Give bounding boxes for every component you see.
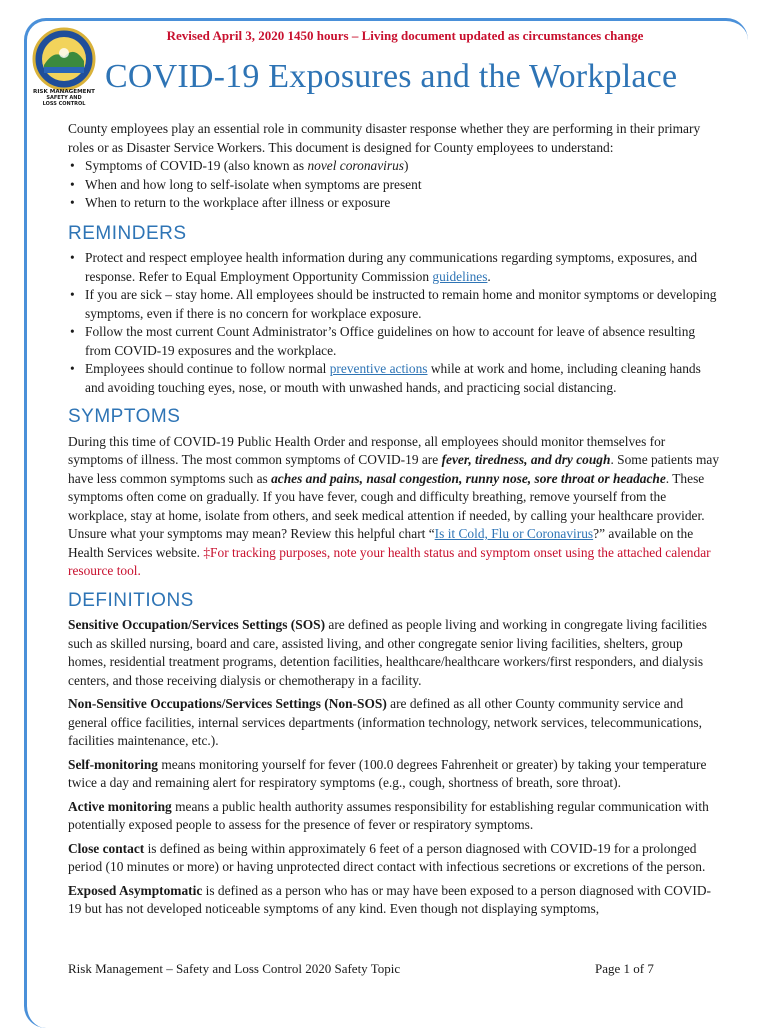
- definition-term: Close contact: [68, 840, 145, 856]
- definition-sos: [68, 616, 720, 690]
- list-item: [68, 157, 720, 176]
- definition-exposed-asymptomatic: [68, 882, 720, 919]
- symptoms-text: . These symptoms often come on gradually. If you have fever, cough and difficulty breathing, remove yourself from the workplace, stay at home, isolate from others, and seek medical attention if needed, by calling your healthcare provider. Unsure what your symptoms may mean? Review this helpful chart “: [68, 470, 705, 541]
- risk-management-seal: [27, 27, 101, 107]
- symptoms-text: During this time of COVID-19 Public Health Order and response, all employees should monitor themselves for symptoms of illness. The most common symptoms of COVID-19 are: [68, 433, 666, 467]
- common-symptoms: fever, tiredness, and dry cough: [441, 452, 611, 467]
- definition-self-monitoring: [68, 756, 720, 793]
- definition-text: means a public health authority assumes responsibility for establishing regular communication with potentially exposed people to assess for the presence of fever or respiratory symptoms.: [68, 798, 709, 832]
- emphasis-text: novel coronavirus: [307, 158, 405, 173]
- list-item-text: ): [404, 158, 409, 173]
- section-heading-reminders: REMINDERS: [68, 222, 187, 244]
- intro-paragraph: County employees play an essential role in community disaster response whether they are performing in their primary roles or as Disaster Service Workers. This document is designed for County employees to understand:: [68, 121, 701, 155]
- definition-term: Sensitive Occupation/Services Settings (SOS): [68, 617, 326, 632]
- symptoms-text: . Some patients may have less common symptoms such as: [68, 452, 720, 486]
- page-footer: [68, 961, 658, 977]
- tracking-note: ‡For tracking purposes, note your health status and symptom onset using the attached calendar resource tool.: [68, 544, 711, 578]
- definition-term: Exposed Asymptomatic: [68, 882, 203, 898]
- definition-text: is defined as being within approximately 6 feet of a person diagnosed with COVID-19 for a prolonged period (10 minutes or more) or having unprotected direct contact with infectious secretions or excretions of the person.: [68, 840, 706, 874]
- seal-line-2: SAFETY AND: [46, 95, 82, 101]
- section-heading-symptoms: SYMPTOMS: [68, 406, 181, 427]
- definition-active-monitoring: [68, 798, 720, 835]
- list-item: [68, 249, 720, 286]
- list-item-text: .: [487, 268, 491, 284]
- definition-non-sos: [68, 695, 720, 751]
- list-item-text: while at work and home, including cleaning hands and avoiding touching eyes, nose, or mouth with unwashed hands, and practicing social distancing.: [85, 361, 701, 395]
- list-item: • Follow the most current Count Administrator’s Office guidelines on how to account for leave of absence resulting from COVID-19 exposures and the workplace.: [68, 323, 720, 360]
- document-body: [68, 120, 720, 919]
- revision-notice: Revised April 3, 2020 1450 hours – Living document updated as circumstances change: [166, 28, 644, 43]
- list-item: • If you are sick – stay home. All employees should be instructed to remain home and monitor symptoms or developing symptoms, even if there is no concern for workplace exposure.: [68, 286, 720, 323]
- list-item-text: Employees should continue to follow normal: [85, 361, 330, 376]
- intro-list: [68, 157, 720, 213]
- list-item: • When and how long to self-isolate when symptoms are present: [68, 176, 720, 195]
- definition-text: are defined as people living and working in congregate living facilities such as skilled nursing, board and care, assisted living, and other congregate senior living facilities, shelters, group homes, residential treatment programs, detention facilities, healthcare/healthcare workers/first responders, and dialysis centers, and those receiving dialysis or chemotherapy in a facility.: [68, 617, 707, 688]
- seal-line-1: RISK MANAGEMENT: [33, 89, 95, 95]
- page-title: COVID-19 Exposures and the Workplace: [105, 58, 678, 95]
- definition-term: Self-monitoring: [68, 756, 159, 772]
- less-common-symptoms: aches and pains, nasal congestion, runny nose, sore throat or headache: [271, 470, 666, 486]
- reminders-list: [68, 249, 720, 397]
- definition-text: means monitoring yourself for fever (100.0 degrees Fahrenheit or greater) by taking your temperature twice a day and remaining alert for respiratory symptoms (e.g., cough, shortness of breath, sore throat).: [68, 756, 707, 790]
- list-item-text: Symptoms of COVID-19 (also known as: [85, 158, 308, 173]
- definition-text: are defined as all other County community service and general office facilities, internal services departments (information technology, network services, telecommunications, facilities maintenance, etc.).: [68, 696, 702, 748]
- definition-text: is defined as a person who has or may have been exposed to a person diagnosed with COVID-19 but has not developed noticeable symptoms of any kind. Even though not displaying symptoms,: [68, 882, 712, 916]
- section-heading-definitions: DEFINITIONS: [68, 589, 194, 611]
- preventive-actions-link[interactable]: preventive actions: [329, 361, 428, 376]
- symptoms-text: ?” available on the Health Services website.: [68, 526, 694, 560]
- eeoc-guidelines-link[interactable]: guidelines: [432, 268, 488, 284]
- definition-term: Active monitoring: [68, 798, 172, 814]
- definition-term: Non-Sensitive Occupations/Services Settings (Non-SOS): [68, 696, 387, 711]
- page-number: Page 1 of 7: [595, 961, 654, 976]
- footer-label: Risk Management – Safety and Loss Control 2020 Safety Topic: [68, 961, 401, 976]
- definition-close-contact: [68, 840, 720, 877]
- seal-line-3: LOSS CONTROL: [42, 101, 86, 107]
- symptoms-paragraph: [68, 433, 720, 581]
- list-item: • When to return to the workplace after illness or exposure: [68, 194, 720, 213]
- list-item-text: Protect and respect employee health information during any communications regarding symptoms, exposures, and response. Refer to Equal Employment Opportunity Commission: [85, 250, 698, 284]
- list-item: [68, 360, 720, 397]
- cold-flu-coronavirus-link[interactable]: Is it Cold, Flu or Coronavirus: [434, 526, 594, 541]
